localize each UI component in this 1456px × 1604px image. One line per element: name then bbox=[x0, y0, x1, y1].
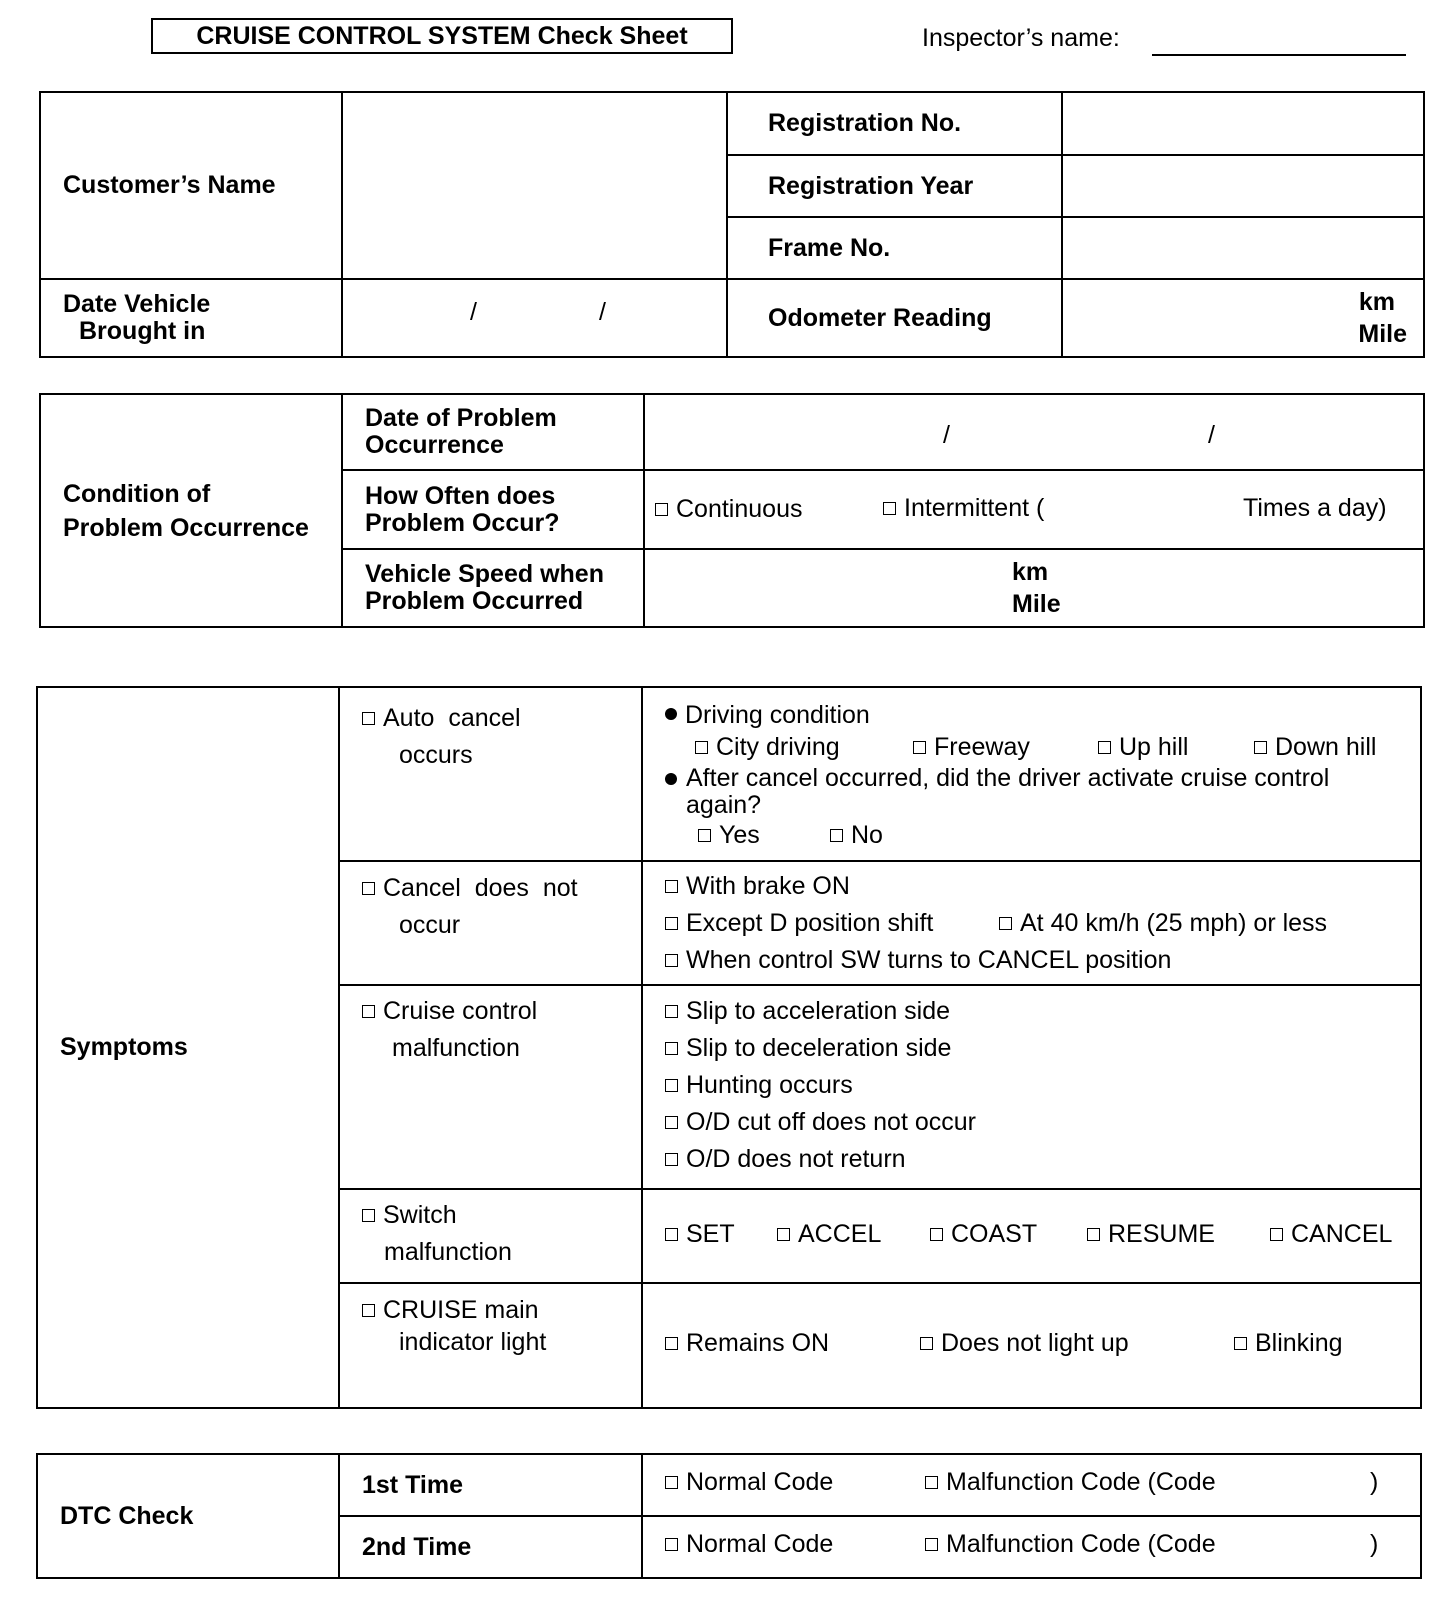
city-driving-option[interactable] bbox=[695, 731, 840, 763]
checkbox[interactable] bbox=[665, 954, 678, 967]
problem-date-label-line2: Occurrence bbox=[365, 431, 504, 459]
second-time-label: 2nd Time bbox=[339, 1516, 642, 1578]
checkbox[interactable] bbox=[1098, 741, 1111, 754]
option-label: Does not light up bbox=[941, 1329, 1129, 1357]
slip-acceleration-option[interactable] bbox=[665, 993, 1420, 1030]
checkbox[interactable] bbox=[665, 1538, 678, 1551]
indicator-label-line2: indicator light bbox=[399, 1328, 547, 1356]
normal-code-option[interactable] bbox=[665, 1468, 833, 1497]
unit-mile: Mile bbox=[1358, 320, 1407, 348]
bullet-icon bbox=[665, 773, 677, 785]
option-label: Normal Code bbox=[686, 1530, 834, 1558]
checkbox[interactable] bbox=[698, 829, 711, 842]
no-option[interactable] bbox=[830, 819, 883, 851]
cancel-not-occur-label-line2: occur bbox=[399, 911, 461, 939]
malfunction-code-option[interactable] bbox=[925, 1468, 1216, 1497]
brake-on-option[interactable] bbox=[665, 868, 1420, 905]
close-paren: ) bbox=[1370, 1530, 1379, 1558]
switch-symptom bbox=[339, 1189, 642, 1283]
checkbox[interactable] bbox=[930, 1228, 943, 1241]
driving-condition-heading bbox=[665, 699, 1420, 731]
option-label: Cancel does not bbox=[383, 874, 578, 902]
question-line1: After cancel occurred, did the driver activate cruise control bbox=[686, 764, 1330, 792]
option-label: O/D cut off does not occur bbox=[686, 1108, 976, 1136]
not-light-up-option[interactable] bbox=[920, 1329, 1129, 1358]
cancel-option[interactable] bbox=[1270, 1220, 1392, 1249]
option-label: SET bbox=[686, 1220, 735, 1248]
option-label: Continuous bbox=[676, 495, 803, 523]
option-label: City driving bbox=[716, 733, 840, 761]
option-label: Slip to deceleration side bbox=[686, 1034, 952, 1062]
remains-on-option[interactable] bbox=[665, 1329, 829, 1358]
checkbox[interactable] bbox=[1254, 741, 1267, 754]
condition-label-line2: Problem Occurrence bbox=[63, 513, 309, 542]
registration-year-field[interactable] bbox=[1062, 155, 1424, 217]
checkbox[interactable] bbox=[362, 1209, 375, 1222]
date-separator: / bbox=[599, 298, 606, 326]
option-label: Blinking bbox=[1255, 1329, 1343, 1357]
option-label: Cruise control bbox=[383, 997, 538, 1025]
checkbox[interactable] bbox=[1270, 1228, 1283, 1241]
problem-date-label bbox=[342, 394, 644, 470]
option-label: Malfunction Code (Code bbox=[946, 1468, 1216, 1496]
malfunction-code-option[interactable] bbox=[925, 1530, 1216, 1559]
option-label: COAST bbox=[951, 1220, 1038, 1248]
freeway-option[interactable] bbox=[913, 731, 1030, 763]
accel-option[interactable] bbox=[777, 1220, 881, 1249]
checkbox[interactable] bbox=[665, 1005, 678, 1018]
auto-cancel-details bbox=[642, 687, 1421, 861]
second-time-options bbox=[642, 1516, 1421, 1578]
hunting-option[interactable] bbox=[665, 1067, 1420, 1104]
checkbox[interactable] bbox=[665, 880, 678, 893]
option-label: No bbox=[851, 821, 883, 849]
checkbox[interactable] bbox=[925, 1538, 938, 1551]
option-label: Normal Code bbox=[686, 1468, 834, 1496]
shift-speed-options bbox=[665, 905, 1420, 942]
malfunction-label-line2: malfunction bbox=[392, 1034, 520, 1062]
close-paren: ) bbox=[1370, 1468, 1379, 1496]
checkbox[interactable] bbox=[665, 1079, 678, 1092]
yes-option[interactable] bbox=[698, 819, 760, 851]
option-label: Freeway bbox=[934, 733, 1030, 761]
cancel-not-occur-details bbox=[642, 861, 1421, 985]
option-label: Slip to acceleration side bbox=[686, 997, 951, 1025]
registration-year-label: Registration Year bbox=[727, 155, 1062, 217]
cancel-not-occur-option[interactable] bbox=[362, 870, 641, 907]
frame-no-label: Frame No. bbox=[727, 217, 1062, 279]
checkbox[interactable] bbox=[362, 1005, 375, 1018]
option-label: When control SW turns to CANCEL position bbox=[686, 946, 1172, 974]
malfunction-symptom bbox=[339, 985, 642, 1189]
indicator-option[interactable] bbox=[362, 1294, 641, 1326]
switch-details bbox=[642, 1189, 1421, 1283]
except-d-option[interactable] bbox=[665, 909, 933, 937]
first-time-options bbox=[642, 1454, 1421, 1516]
unit-km: km bbox=[1012, 558, 1049, 586]
checkbox[interactable] bbox=[1234, 1337, 1247, 1350]
option-label: Remains ON bbox=[686, 1329, 830, 1357]
checkbox[interactable] bbox=[665, 917, 678, 930]
od-return-option[interactable] bbox=[665, 1141, 1420, 1178]
how-often-label-line2: Problem Occur? bbox=[365, 508, 560, 537]
checkbox[interactable] bbox=[362, 882, 375, 895]
first-time-label: 1st Time bbox=[339, 1454, 642, 1516]
customer-name-field[interactable] bbox=[342, 92, 727, 279]
condition-table bbox=[39, 393, 1425, 628]
checkbox[interactable] bbox=[665, 1153, 678, 1166]
date-brought-in-label-line1: Date Vehicle bbox=[63, 290, 211, 318]
speed-label-line1: Vehicle Speed when bbox=[365, 560, 604, 588]
checkbox[interactable] bbox=[665, 1042, 678, 1055]
times-a-day-label: Times a day) bbox=[1243, 494, 1387, 522]
checkbox[interactable] bbox=[1087, 1228, 1100, 1241]
at-40-option[interactable] bbox=[999, 905, 1327, 942]
page-title: CRUISE CONTROL SYSTEM Check Sheet bbox=[151, 18, 733, 54]
problem-date-field[interactable] bbox=[644, 394, 1424, 470]
option-label: Switch bbox=[383, 1201, 457, 1229]
odometer-field[interactable] bbox=[1062, 279, 1424, 357]
condition-label-line1: Condition of bbox=[63, 479, 211, 508]
checkbox[interactable] bbox=[913, 741, 926, 754]
inspector-name-label: Inspector’s name: bbox=[922, 24, 1120, 52]
inspector-name-field[interactable] bbox=[1152, 54, 1406, 56]
option-label: Intermittent ( bbox=[904, 494, 1045, 522]
checkbox[interactable] bbox=[665, 1337, 678, 1350]
set-option[interactable] bbox=[665, 1220, 735, 1249]
auto-cancel-label-line2: occurs bbox=[399, 741, 473, 769]
normal-code-option[interactable] bbox=[665, 1530, 833, 1559]
od-cut-off-option[interactable] bbox=[665, 1104, 1420, 1141]
how-often-label bbox=[342, 470, 644, 549]
checkbox[interactable] bbox=[777, 1228, 790, 1241]
reactivate-options bbox=[665, 819, 1420, 851]
coast-option[interactable] bbox=[930, 1220, 1037, 1249]
malfunction-details bbox=[642, 985, 1421, 1189]
checkbox[interactable] bbox=[830, 829, 843, 842]
down-hill-option[interactable] bbox=[1254, 731, 1376, 763]
checkbox[interactable] bbox=[665, 1116, 678, 1129]
speed-field[interactable] bbox=[644, 549, 1424, 627]
registration-no-label: Registration No. bbox=[727, 92, 1062, 155]
bullet-icon bbox=[665, 708, 677, 720]
dtc-section-label: DTC Check bbox=[37, 1454, 339, 1578]
question-line2: again? bbox=[686, 791, 762, 819]
intermittent-option[interactable] bbox=[883, 494, 1044, 523]
option-label: Up hill bbox=[1119, 733, 1189, 761]
checkbox[interactable] bbox=[665, 1228, 678, 1241]
date-brought-in-field[interactable] bbox=[342, 279, 727, 357]
checkbox[interactable] bbox=[883, 502, 896, 515]
continuous-option[interactable] bbox=[655, 495, 802, 523]
date-separator: / bbox=[943, 421, 950, 449]
how-often-label-line1: How Often does bbox=[365, 481, 556, 510]
auto-cancel-option[interactable] bbox=[362, 700, 641, 737]
blinking-option[interactable] bbox=[1234, 1329, 1343, 1358]
option-label: Auto cancel bbox=[383, 704, 521, 732]
odometer-label: Odometer Reading bbox=[727, 279, 1062, 357]
driving-condition-options bbox=[665, 731, 1420, 763]
control-sw-option[interactable] bbox=[665, 942, 1420, 979]
symptoms-table bbox=[36, 686, 1422, 1409]
problem-date-label-line1: Date of Problem bbox=[365, 404, 557, 432]
option-label: Except D position shift bbox=[686, 909, 934, 937]
heading-text: Driving condition bbox=[685, 701, 870, 729]
checkbox[interactable] bbox=[362, 712, 375, 725]
how-often-options bbox=[644, 470, 1424, 549]
date-separator: / bbox=[1208, 421, 1215, 449]
checkbox[interactable] bbox=[999, 917, 1012, 930]
dtc-check-table bbox=[36, 1453, 1422, 1579]
switch-label-line2: malfunction bbox=[384, 1238, 512, 1266]
cancel-not-occur-symptom bbox=[339, 861, 642, 985]
checkbox[interactable] bbox=[925, 1476, 938, 1489]
switch-option[interactable] bbox=[362, 1197, 641, 1234]
speed-label-line2: Problem Occurred bbox=[365, 587, 584, 615]
vehicle-info-table bbox=[39, 91, 1425, 358]
customer-name-label: Customer’s Name bbox=[40, 92, 342, 279]
malfunction-option[interactable] bbox=[362, 993, 641, 1030]
option-label: ACCEL bbox=[798, 1220, 882, 1248]
checkbox[interactable] bbox=[362, 1304, 375, 1317]
auto-cancel-symptom bbox=[339, 687, 642, 861]
option-label: CANCEL bbox=[1291, 1220, 1393, 1248]
slip-deceleration-option[interactable] bbox=[665, 1030, 1420, 1067]
date-separator: / bbox=[470, 298, 477, 326]
date-brought-in-label-line2: Brought in bbox=[79, 317, 206, 345]
symptoms-section-label: Symptoms bbox=[37, 687, 339, 1408]
checkbox[interactable] bbox=[920, 1337, 933, 1350]
option-label: At 40 km/h (25 mph) or less bbox=[1020, 909, 1328, 937]
option-label: CRUISE main bbox=[383, 1296, 539, 1324]
option-label: With brake ON bbox=[686, 872, 850, 900]
condition-section-label bbox=[40, 394, 342, 627]
option-label: O/D does not return bbox=[686, 1145, 906, 1173]
reactivate-question bbox=[665, 765, 1420, 819]
date-brought-in-label bbox=[40, 279, 342, 357]
unit-km: km bbox=[1358, 288, 1395, 316]
checkbox[interactable] bbox=[695, 741, 708, 754]
option-label: Hunting occurs bbox=[686, 1071, 853, 1099]
up-hill-option[interactable] bbox=[1098, 731, 1188, 763]
option-label: RESUME bbox=[1108, 1220, 1215, 1248]
indicator-details bbox=[642, 1283, 1421, 1408]
checkbox[interactable] bbox=[655, 503, 668, 516]
option-label: Down hill bbox=[1275, 733, 1377, 761]
option-label: Malfunction Code (Code bbox=[946, 1530, 1216, 1558]
frame-no-field[interactable] bbox=[1062, 217, 1424, 279]
checkbox[interactable] bbox=[665, 1476, 678, 1489]
unit-mile: Mile bbox=[1012, 590, 1061, 618]
registration-no-field[interactable] bbox=[1062, 92, 1424, 155]
speed-label bbox=[342, 549, 644, 627]
option-label: Yes bbox=[719, 821, 760, 849]
indicator-symptom bbox=[339, 1283, 642, 1408]
resume-option[interactable] bbox=[1087, 1220, 1215, 1249]
